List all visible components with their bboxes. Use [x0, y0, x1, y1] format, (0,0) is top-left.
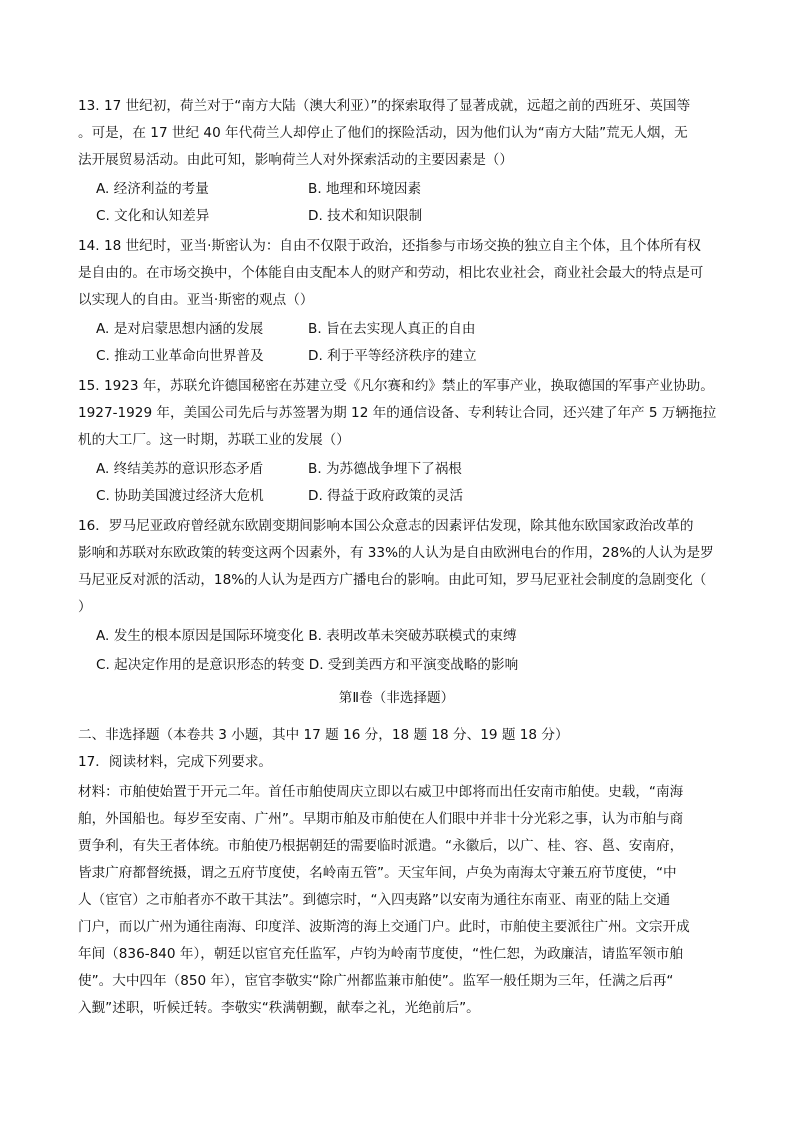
q15-option-b: B. 为苏德战争埋下了祸根: [308, 461, 462, 477]
q13-line-1: 13. 17 世纪初，荷兰对于“南方大陆（澳大利亚）”的探索取得了显著成就，远超之前的西班牙、英国等: [78, 98, 691, 114]
q16-line-4: ）: [78, 599, 92, 615]
material-line-6: 门户，而以广州为通往南海、印度洋、波斯湾的海上交通门户。此时，市舶使主要派往广州。文宗开成: [78, 919, 690, 935]
material-line-5: 人（宦官）之市舶者亦不敢干其法”。到德宗时，“入四夷路”以安南为通往东南亚、南亚的陆上交通: [78, 892, 671, 908]
q13-option-d: D. 技术和知识限制: [308, 208, 423, 224]
q16-line-3: 马尼亚反对派的活动，18%的人认为是西方广播电台的影响。由此可知，罗马尼亚社会制度的急剧变化（: [78, 572, 707, 588]
q14-line-1: 14. 18 世纪时，亚当·斯密认为：自由不仅限于政治，还指参与市场交换的独立自主个体，且个体所有权: [78, 238, 701, 254]
material-line-2: 舶，外国船也。每岁至安南、广州”。早期市舶及市舶使在人们眼中并非十分光彩之事，认为市舶与商: [78, 811, 684, 827]
q15-line-1: 15. 1923 年，苏联允许德国秘密在苏建立受《凡尔赛和约》禁止的军事产业，换取德国的军事产业协助。: [78, 378, 714, 394]
q16-options-ab: A. 发生的根本原因是国际环境变化 B. 表明改革未突破苏联模式的束缚: [96, 628, 517, 644]
section-title: 第Ⅱ卷（非选择题）: [338, 690, 455, 706]
q14-line-2: 是自由的。在市场交换中，个体能自由支配本人的财产和劳动，相比农业社会，商业社会最大的特点是可: [78, 265, 704, 281]
q14-line-3: 以实现人的自由。亚当·斯密的观点（）: [78, 292, 314, 308]
material-line-7: 年间（836-840 年），朝廷以宦官充任监军，卢钧为岭南节度使，“性仁恕，为政廉洁，请监军领市舶: [78, 946, 684, 962]
q14-option-d: D. 利于平等经济秩序的建立: [308, 348, 477, 364]
q16-line-1: 16．罗马尼亚政府曾经就东欧剧变期间影响本国公众意志的因素评估发现，除其他东欧国家政治改革的: [78, 518, 694, 534]
q16-options-cd: C. 起决定作用的是意识形态的转变 D. 受到美西方和平演变战略的影响: [96, 657, 519, 673]
q15-option-a: A. 终结美苏的意识形态矛盾: [96, 461, 264, 477]
q13-line-2: 。可是，在 17 世纪 40 年代荷兰人却停止了他们的探险活动，因为他们认为“南方大陆”荒无人烟，无: [78, 125, 688, 141]
material-line-1: 材料：市舶使始置于开元二年。首任市舶使周庆立即以右威卫中郎将而出任安南市舶使。史载，“南海: [78, 784, 684, 800]
q15-line-2: 1927-1929 年，美国公司先后与苏签署为期 12 年的通信设备、专利转让合同，还兴建了年产 5 万辆拖拉: [78, 405, 717, 421]
material-line-3: 贾争利，有失王者体统。市舶使乃根据朝廷的需要临时派遣。“永徽后，以广、桂、容、邕、安南府，: [78, 838, 684, 854]
q13-option-c: C. 文化和认知差异: [96, 208, 210, 224]
q14-option-a: A. 是对启蒙思想内涵的发展: [96, 321, 264, 337]
q13-option-a: A. 经济利益的考量: [96, 181, 209, 197]
q16-line-2: 影响和苏联对东欧政策的转变这两个因素外，有 33%的人认为是自由欧洲电台的作用，28%的人认为是罗: [78, 545, 714, 561]
part2-heading: 二、非选择题（本卷共 3 小题，其中 17 题 16 分，18 题 18 分、19 题 18 分）: [78, 727, 569, 743]
q13-line-3: 法开展贸易活动。由此可知，影响荷兰人对外探索活动的主要因素是（）: [78, 152, 513, 168]
q14-option-b: B. 旨在去实现人真正的自由: [308, 321, 476, 337]
q17-heading: 17．阅读材料，完成下列要求。: [78, 754, 273, 770]
q14-option-c: C. 推动工业革命向世界普及: [96, 348, 264, 364]
q13-option-b: B. 地理和环境因素: [308, 181, 422, 197]
q15-option-d: D. 得益于政府政策的灵活: [308, 488, 464, 504]
material-line-9: 入觐”述职，听候迁转。李敬实“秩满朝觐，献奉之礼，光绝前后”。: [78, 1000, 480, 1016]
material-line-4: 皆隶广府都督统摄，谓之五府节度使，名岭南五管”。天宝年间，卢奂为南海太守兼五府节度使，“中: [78, 865, 677, 881]
q15-line-3: 机的大工厂。这一时期，苏联工业的发展（）: [78, 432, 350, 448]
material-line-8: 使”。大中四年（850 年），宦官李敬实“除广州都监兼市舶使”。监军一般任期为三年，任满之后再“: [78, 973, 674, 989]
q15-option-c: C. 协助美国渡过经济大危机: [96, 488, 264, 504]
